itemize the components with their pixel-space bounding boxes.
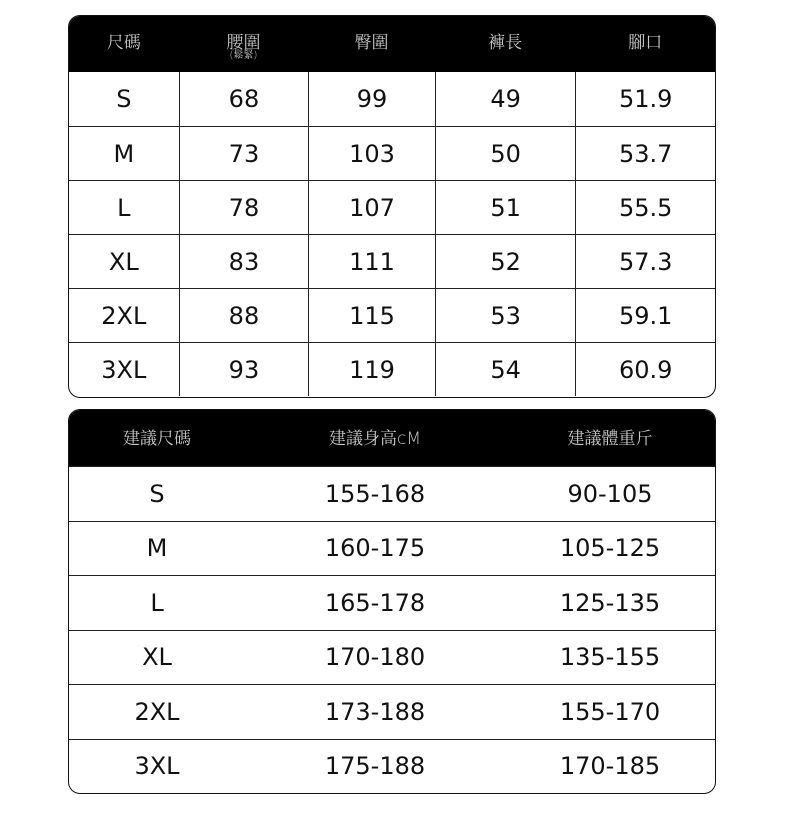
cell-waist: 73	[179, 127, 309, 180]
size-row	[69, 126, 715, 180]
cell-size: 2XL	[101, 301, 147, 330]
cell-rec-size: XL	[142, 643, 172, 672]
recommendation-row	[69, 684, 715, 739]
cell-rec-weight: 155-170	[559, 697, 661, 726]
cell-hip: 115	[308, 289, 435, 342]
recommendation-row	[69, 521, 715, 576]
cell-hip: 99	[308, 72, 435, 126]
header-size: 尺碼	[106, 33, 141, 53]
header-leg-opening: 腳口	[628, 33, 663, 53]
cell-hip: 103	[308, 127, 435, 180]
cell-hip: 111	[308, 235, 435, 288]
cell-leg-opening: 59.1	[575, 289, 715, 342]
cell-size: L	[117, 193, 131, 222]
size-row	[69, 180, 715, 234]
size-row	[69, 342, 715, 396]
cell-rec-height: 160-175	[324, 534, 426, 563]
cell-waist: 78	[179, 181, 309, 234]
cell-rec-size: 2XL	[134, 697, 180, 726]
size-row	[69, 288, 715, 342]
cell-rec-size: L	[150, 588, 164, 617]
cell-length: 54	[435, 343, 576, 396]
cell-rec-weight: 135-155	[559, 643, 661, 672]
cell-rec-height: 175-188	[324, 752, 426, 781]
cell-size: M	[113, 139, 135, 168]
cell-size: XL	[108, 247, 139, 276]
cell-rec-size: 3XL	[134, 752, 180, 781]
cell-leg-opening: 55.5	[575, 181, 715, 234]
header-rec-size: 建議尺碼	[123, 429, 191, 449]
cell-leg-opening: 60.9	[575, 343, 715, 396]
cell-leg-opening: 53.7	[575, 127, 715, 180]
header-length: 褲長	[488, 33, 523, 53]
cell-length: 50	[435, 127, 576, 180]
cell-rec-height: 155-168	[324, 479, 426, 508]
cell-waist: 88	[179, 289, 309, 342]
cell-rec-weight: 170-185	[559, 752, 661, 781]
cell-size: S	[116, 85, 132, 113]
cell-waist: 83	[179, 235, 309, 288]
cell-hip: 107	[308, 181, 435, 234]
header-rec-weight: 建議體重斤	[567, 429, 653, 449]
recommendation-row	[69, 575, 715, 630]
recommendation-row	[69, 739, 715, 794]
cell-rec-weight: 90-105	[567, 479, 653, 508]
cell-rec-weight: 125-135	[559, 588, 661, 617]
cell-waist: 93	[179, 343, 309, 396]
cell-waist: 68	[179, 72, 309, 126]
header-hip: 臀圍	[354, 33, 389, 53]
size-chart-table	[68, 15, 716, 398]
recommendation-table	[68, 409, 716, 794]
cell-hip: 119	[308, 343, 435, 396]
header-rec-height: 建議身高cM	[328, 429, 421, 449]
cell-length: 53	[435, 289, 576, 342]
size-row	[69, 234, 715, 288]
size-chart-header	[69, 16, 715, 72]
size-row	[69, 72, 715, 126]
cell-rec-weight: 105-125	[559, 534, 661, 563]
recommendation-header	[69, 410, 715, 466]
header-waist-note: (鬆緊)	[229, 50, 258, 61]
cell-rec-size: S	[149, 479, 165, 508]
cell-length: 52	[435, 235, 576, 288]
recommendation-row	[69, 466, 715, 521]
cell-leg-opening: 57.3	[575, 235, 715, 288]
cell-size: 3XL	[101, 355, 147, 384]
cell-rec-height: 173-188	[324, 697, 426, 726]
cell-length: 51	[435, 181, 576, 234]
cell-leg-opening: 51.9	[575, 72, 715, 126]
cell-length: 49	[435, 72, 576, 126]
cell-rec-height: 165-178	[324, 588, 426, 617]
recommendation-row	[69, 630, 715, 685]
cell-rec-height: 170-180	[324, 643, 426, 672]
header-waist: 腰圍 (鬆緊)	[226, 33, 261, 61]
cell-rec-size: M	[146, 534, 168, 563]
